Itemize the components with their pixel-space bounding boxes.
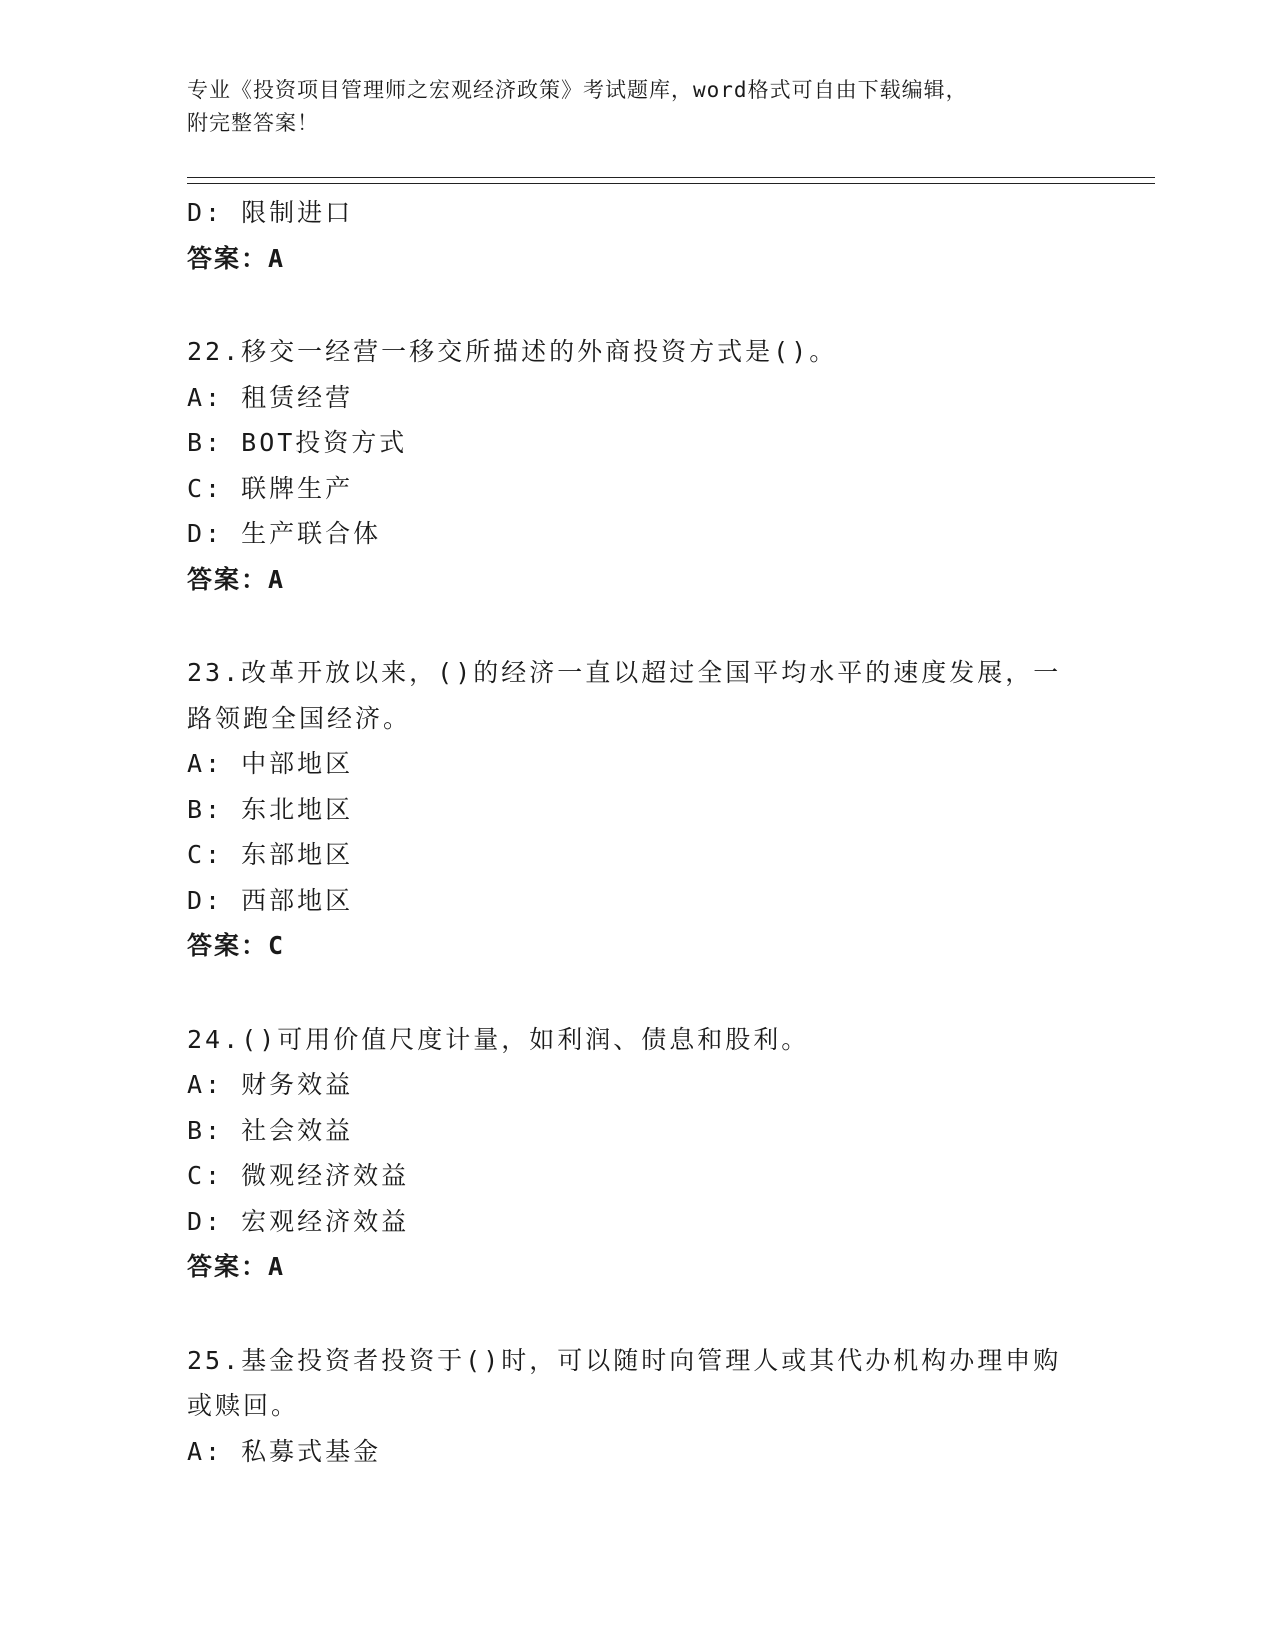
answer-line: 答案：A [187, 243, 286, 273]
question-stem: 24.()可用价值尺度计量，如利润、债息和股利。 [187, 1024, 810, 1054]
option-d: D: 西部地区 [187, 885, 354, 915]
previous-question-tail [187, 190, 1087, 281]
option-d: D: 宏观经济效益 [187, 1206, 410, 1236]
question-stem-line-2: 或赎回。 [187, 1391, 300, 1420]
question-content [187, 190, 1087, 1474]
question-24 [187, 1017, 1087, 1290]
option-a: A: 私募式基金 [187, 1436, 382, 1466]
header-divider-bottom [187, 183, 1155, 184]
option-a: A: 租赁经营 [187, 382, 354, 412]
header-line-2: 附完整答案！ [187, 111, 319, 135]
option-a: A: 中部地区 [187, 749, 354, 778]
option-b: B: 社会效益 [187, 1115, 354, 1145]
question-23 [187, 650, 1087, 969]
answer-line: 答案：A [187, 1252, 286, 1281]
question-stem-line-2: 路领跑全国经济。 [187, 703, 412, 733]
question-25 [187, 1338, 1087, 1475]
question-stem: 22.移交一经营一移交所描述的外商投资方式是()。 [187, 337, 838, 366]
question-stem-line-1: 23.改革开放以来，()的经济一直以超过全国平均水平的速度发展，一 [187, 658, 1062, 687]
option-d: D: 限制进口 [187, 198, 354, 227]
option-a: A: 财务效益 [187, 1070, 354, 1099]
answer-line: 答案：A [187, 564, 286, 594]
option-b: B: BOT投资方式 [187, 428, 408, 457]
header-line-1: 专业《投资项目管理师之宏观经济政策》考试题库，word格式可自由下载编辑， [187, 78, 968, 102]
option-d: D: 生产联合体 [187, 519, 382, 548]
header-divider-top [187, 177, 1155, 178]
document-header [187, 74, 1067, 140]
option-c: C: 微观经济效益 [187, 1161, 410, 1190]
question-stem-line-1: 25.基金投资者投资于()时，可以随时向管理人或其代办机构办理申购 [187, 1345, 1062, 1375]
option-c: C: 联牌生产 [187, 473, 354, 503]
option-c: C: 东部地区 [187, 840, 354, 869]
option-b: B: 东北地区 [187, 794, 354, 824]
question-22 [187, 329, 1087, 602]
answer-line: 答案：C [187, 931, 286, 960]
